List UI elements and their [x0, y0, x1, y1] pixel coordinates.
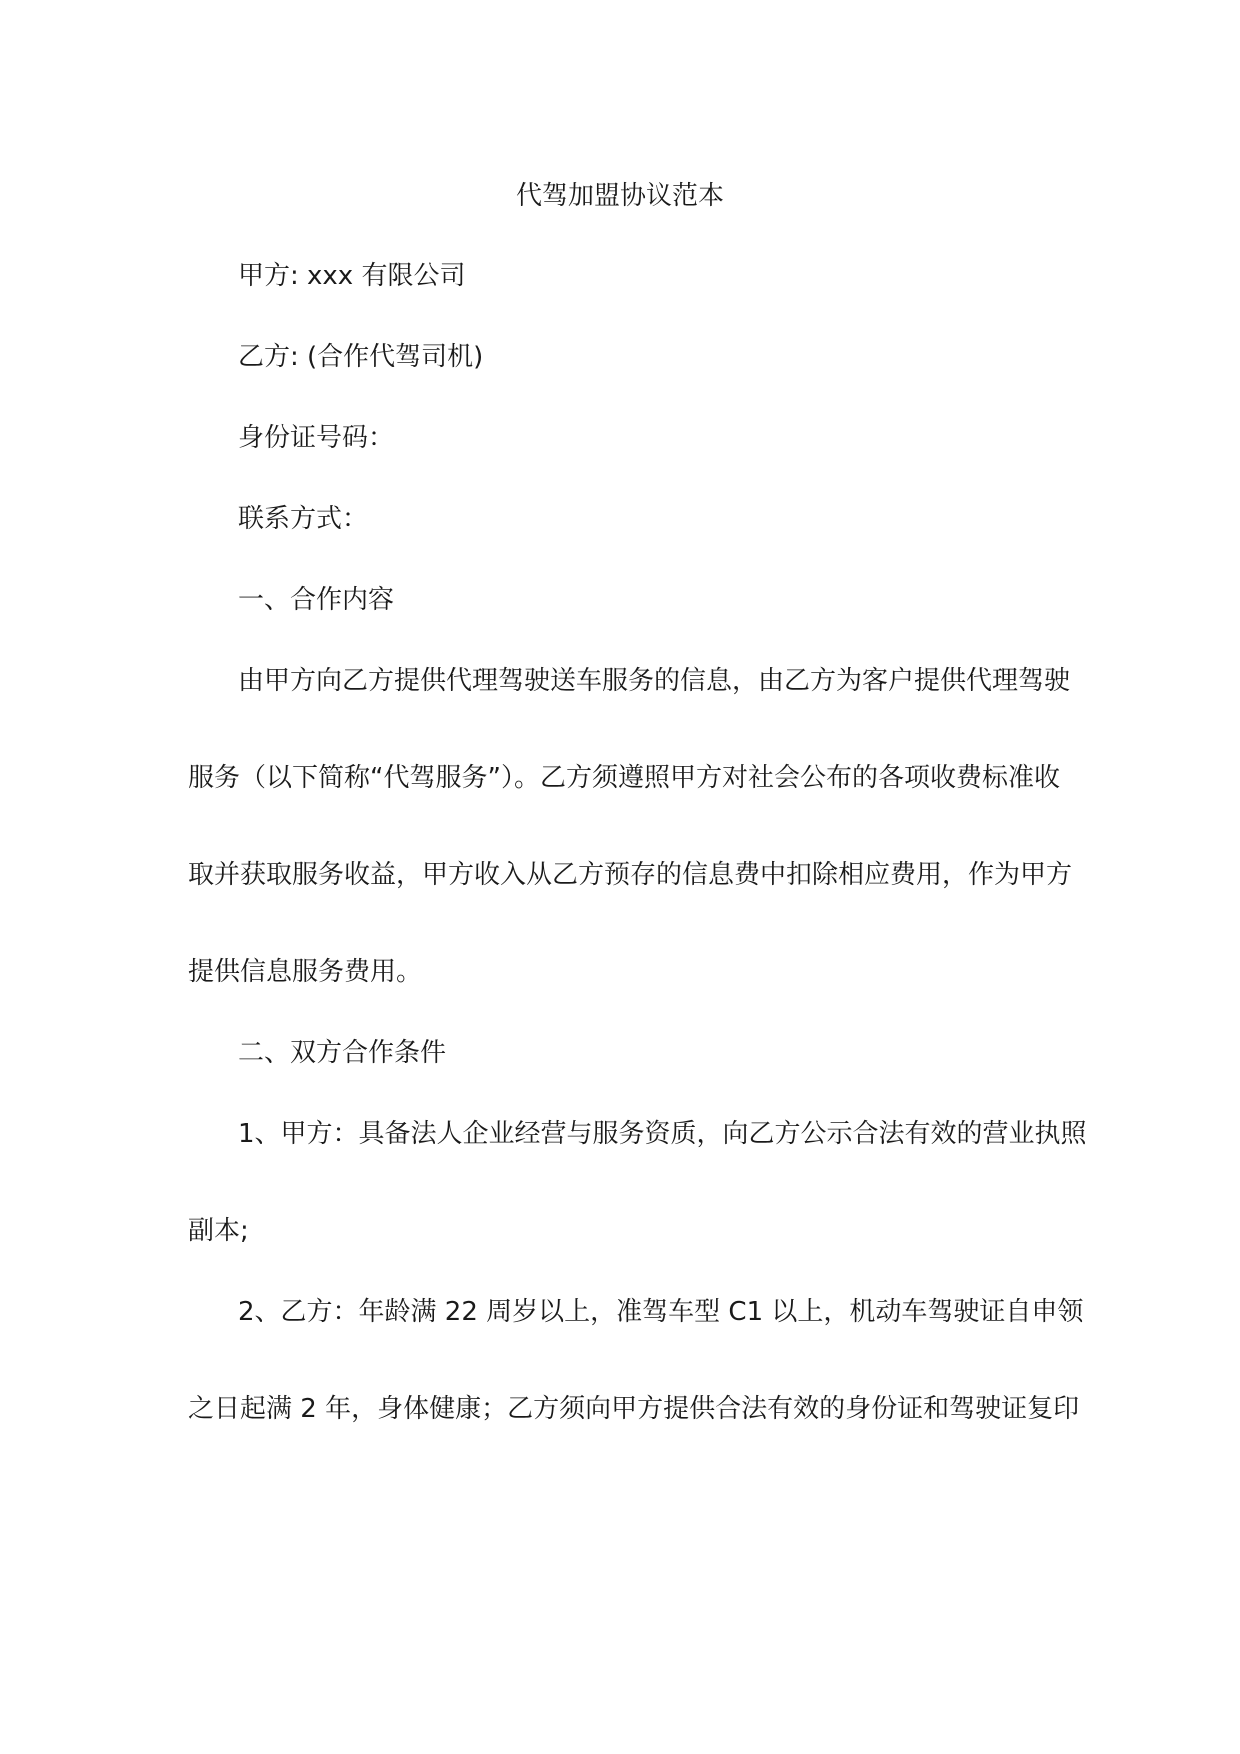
section2-heading: 二、双方合作条件 [238, 1038, 447, 1068]
id-number-line: 身份证号码： [238, 423, 395, 453]
section1-paragraph-line: 服务（以下简称“代驾服务”）。乙方须遵照甲方对社会公布的各项收费标准收 [188, 763, 1060, 793]
item1-line: 1、甲方：具备法人企业经营与服务资质，向乙方公示合法有效的营业执照 [238, 1119, 1087, 1149]
party-a-line: 甲方: xxx 有限公司 [238, 261, 466, 291]
item2-line: 之日起满 2 年，身体健康；乙方须向甲方提供合法有效的身份证和驾驶证复印 [188, 1394, 1080, 1424]
contact-line: 联系方式： [238, 504, 369, 534]
document-title: 代驾加盟协议范本 [515, 181, 724, 211]
item2-line: 2、乙方：年龄满 22 周岁以上，准驾车型 C1 以上，机动车驾驶证自申领 [238, 1297, 1084, 1327]
party-b-line: 乙方: (合作代驾司机) [238, 342, 484, 372]
section1-paragraph-line: 提供信息服务费用。 [188, 957, 423, 987]
item1-line: 副本; [188, 1216, 249, 1246]
section1-paragraph-line: 取并获取服务收益，甲方收入从乙方预存的信息费中扣除相应费用，作为甲方 [188, 860, 1073, 890]
section1-paragraph-line: 由甲方向乙方提供代理驾驶送车服务的信息，由乙方为客户提供代理驾驶 [238, 666, 1071, 696]
section1-heading: 一、合作内容 [238, 585, 395, 615]
